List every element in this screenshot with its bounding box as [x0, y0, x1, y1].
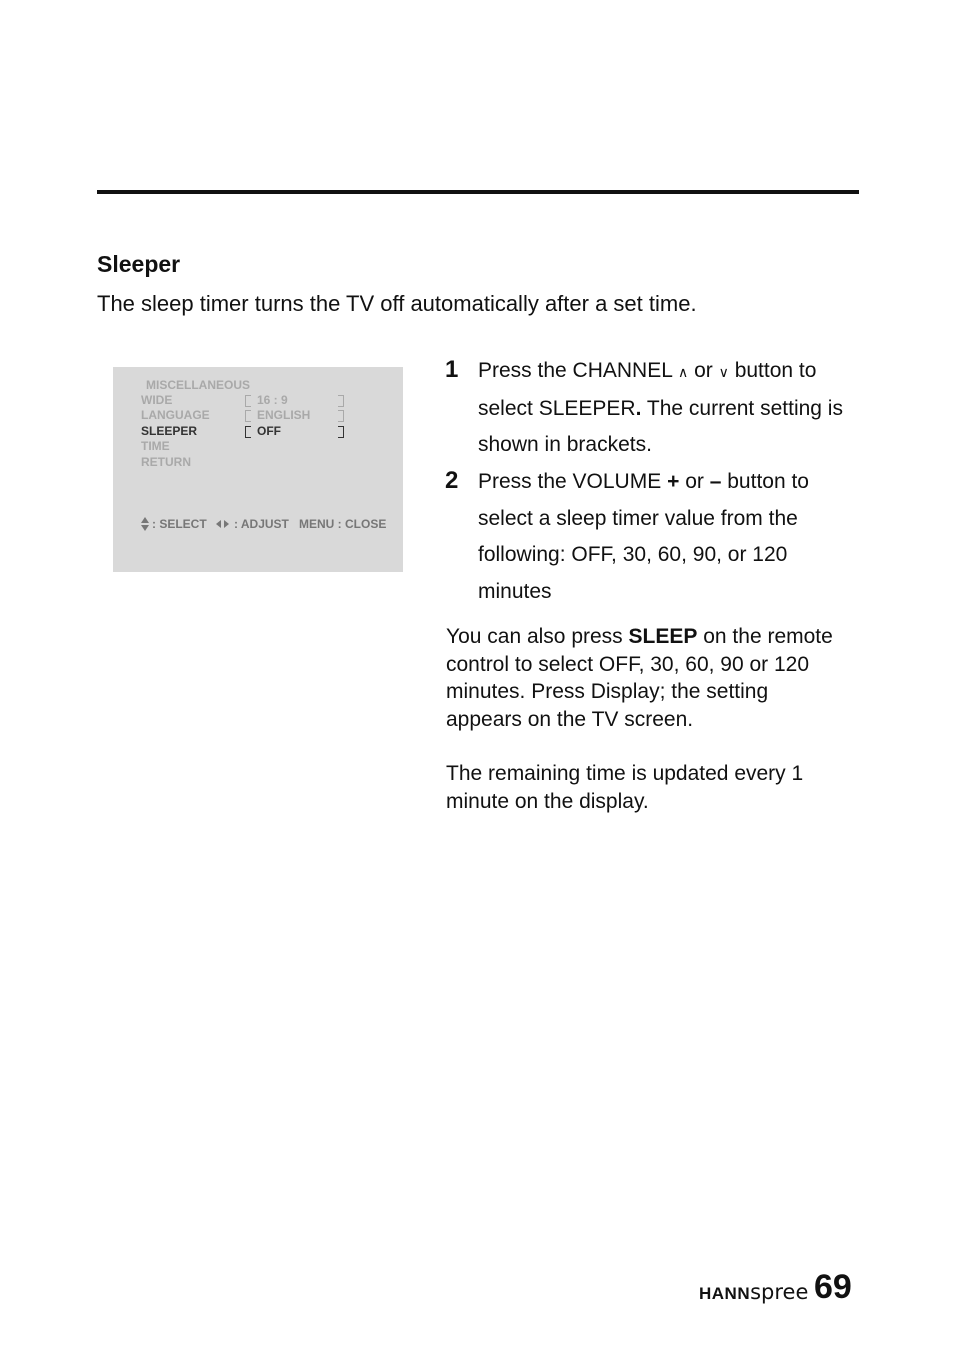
page-number: 69	[814, 1268, 852, 1306]
bracket-left	[245, 410, 251, 422]
channel-up-icon: ∧	[677, 364, 689, 380]
step-1-part-c: The current setting is shown in brackets.	[478, 396, 843, 456]
note-1-sleep: SLEEP	[628, 625, 698, 648]
step-2-part-a: Press the VOLUME	[478, 470, 662, 493]
step-1-number: 1	[445, 356, 459, 383]
header-rule	[97, 190, 859, 194]
bracket-right	[338, 426, 344, 438]
osd-footer-close: MENU : CLOSE	[299, 517, 387, 531]
section-intro: The sleep timer turns the TV off automatically after a set time.	[97, 291, 697, 316]
bracket-left	[245, 395, 251, 407]
brand-bold: HANN	[699, 1284, 751, 1303]
volume-plus: +	[667, 470, 680, 493]
step-1-part-b: button to select SLEEPER	[478, 359, 817, 420]
step-2-text	[478, 464, 858, 610]
osd-value-language: ENGLISH	[257, 408, 311, 422]
osd-value-wide: 16 : 9	[257, 393, 288, 407]
left-right-arrows-icon	[216, 520, 229, 528]
bracket-right	[338, 410, 344, 422]
osd-header: MISCELLANEOUS	[146, 378, 251, 392]
volume-minus: –	[709, 470, 722, 493]
up-down-arrows-icon	[141, 517, 149, 532]
section-title: Sleeper	[97, 251, 181, 277]
note-sleep-button	[446, 623, 846, 733]
step-2-number: 2	[445, 467, 459, 494]
step-2-part-b: button to select a sleep timer value from the following: OFF, 30, 60, 90, or 120 minutes	[478, 470, 809, 603]
osd-item-wide: WIDE	[141, 393, 173, 407]
note-1-post: on the remote control to select OFF, 30, 60, 90 or 120 minutes. Press Display; the setting appears on the TV screen.	[446, 625, 833, 731]
step-1-or: or	[694, 359, 713, 382]
note-remaining-time: The remaining time is updated every 1 minute on the display.	[446, 762, 804, 813]
osd-item-return: RETURN	[141, 455, 191, 469]
step-1-dot: .	[635, 396, 642, 420]
note-1-pre: You can also press	[446, 625, 623, 648]
osd-menu	[113, 367, 403, 572]
step-1-text	[478, 353, 858, 464]
step-1-part-a: Press the CHANNEL	[478, 359, 673, 382]
brand-thin: spree	[750, 1280, 809, 1304]
brand-logo	[699, 1279, 808, 1305]
osd-item-language: LANGUAGE	[141, 408, 210, 422]
osd-footer-select: : SELECT	[152, 517, 207, 531]
osd-value-sleeper: OFF	[257, 424, 281, 438]
osd-item-sleeper: SLEEPER	[141, 424, 198, 438]
bracket-left	[245, 426, 251, 438]
channel-down-icon: ∨	[718, 364, 729, 380]
osd-footer-adjust: : ADJUST	[234, 517, 289, 531]
bracket-right	[338, 395, 344, 407]
step-2-or: or	[685, 470, 704, 493]
osd-item-time: TIME	[141, 439, 170, 453]
